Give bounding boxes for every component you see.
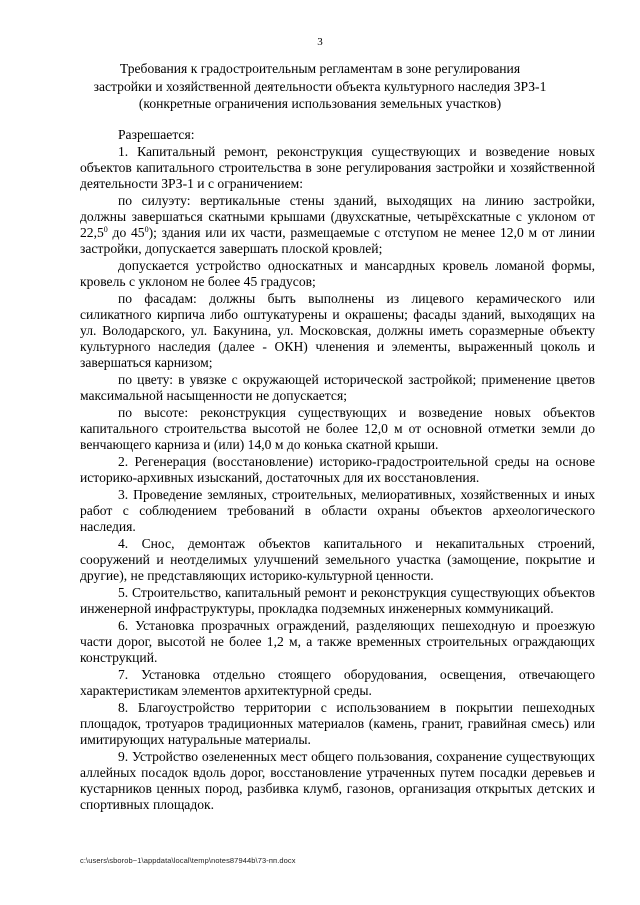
title-line-2: застройки и хозяйственной деятельности объекта культурного наследия ЗРЗ-1 bbox=[93, 78, 547, 94]
item-1-color: по цвету: в увязке с окружающей исторической застройкой; применение цветов максимальной насыщенности не допускается; bbox=[80, 372, 595, 403]
lead-paragraph: Разрешается: bbox=[118, 127, 195, 142]
item-8: 8. Благоустройство территории с использованием в покрытии пешеходных площадок, тротуаров традиционных материалов (камень, гранит, гравийная смесь) или имитирующих натуральные материалы. bbox=[80, 700, 595, 747]
item-2: 2. Регенерация (восстановление) историко-градостроительной среды на основе историко-архивных изысканий, достаточных для их восстановления. bbox=[80, 454, 595, 485]
item-7: 7. Установка отдельно стоящего оборудования, освещения, отвечающего характеристикам элементов архитектурной среды. bbox=[80, 667, 595, 698]
title-line-1: Требования к градостроительным регламентам в зоне регулирования bbox=[119, 61, 521, 76]
silhouette-text-a: по силуэту: вертикальные стены зданий, выходящих на линию застройки, должны завершаться скатными крышами (двухскатные, четырёхскатные с уклоном от 22,5 bbox=[80, 193, 595, 240]
item-6: 6. Установка прозрачных ограждений, разделяющих пешеходную и проезжую части дорог, высотой не более 1,2 м, а также временных строительных ограждающих конструкций. bbox=[80, 618, 595, 665]
item-4: 4. Снос, демонтаж объектов капитального и некапитальных строений, сооружений и неотделимых улучшений земельного участка (замощение, покрытие и другие), не представляющих историко-культурной ценности. bbox=[80, 536, 595, 583]
item-1: 1. Капитальный ремонт, реконструкция существующих и возведение новых объектов капитального строительства в зоне регулирования застройки и хозяйственной деятельности ЗРЗ-1 и с ограничением: bbox=[80, 144, 595, 191]
item-3: 3. Проведение земляных, строительных, мелиоративных, хозяйственных и иных работ с соблюдением требований в области охраны объектов археологического наследия. bbox=[80, 487, 595, 534]
item-1-height: по высоте: реконструкция существующих и возведение новых объектов капитального строительства высотой не более 12,0 м от основной отметки земли до венчающего карниза и (или) 14,0 м до конька скатной крыши. bbox=[80, 405, 595, 452]
item-9: 9. Устройство озелененных мест общего пользования, сохранение существующих аллейных посадок вдоль дорог, восстановление утраченных путем посадки деревьев и кустарников ценных пород, разбивка клумб, газонов, организация открытых детских и спортивных площадок. bbox=[80, 749, 595, 812]
document-body bbox=[80, 127, 595, 814]
silhouette-text-b: до 45 bbox=[107, 225, 145, 240]
item-1-facades: по фасадам: должны быть выполнены из лицевого керамического или силикатного кирпича либо оштукатурены и окрашены; фасады зданий, выходящих на ул. Володарского, ул. Бакунина, ул. Московская, должны иметь соразмерные объекту культурного наследия (далее - ОКН) членения и элементы, выраженный цоколь и завершаться карнизом; bbox=[80, 291, 595, 370]
footer-file-path: c:\users\sborob~1\appdata\local\temp\notes87944b\73-пп.docx bbox=[80, 856, 296, 865]
degree-sup-1: 0 bbox=[103, 225, 108, 234]
document-title bbox=[82, 60, 558, 113]
page-number: 3 bbox=[317, 36, 323, 48]
silhouette-text-c: ); здания или их части, размещаемые с отступом не менее 12,0 м от линии застройки, допускается завершать плоской кровлей; bbox=[80, 225, 595, 256]
item-1-silhouette bbox=[80, 193, 595, 257]
item-1-roofs: допускается устройство односкатных и мансардных кровель ломаной формы, кровель с уклоном не более 45 градусов; bbox=[80, 258, 595, 289]
item-5: 5. Строительство, капитальный ремонт и реконструкция существующих объектов инженерной инфраструктуры, прокладка подземных инженерных коммуникаций. bbox=[80, 585, 595, 616]
degree-sup-2: 0 bbox=[144, 225, 149, 234]
title-line-3: (конкретные ограничения использования земельных участков) bbox=[138, 96, 502, 111]
